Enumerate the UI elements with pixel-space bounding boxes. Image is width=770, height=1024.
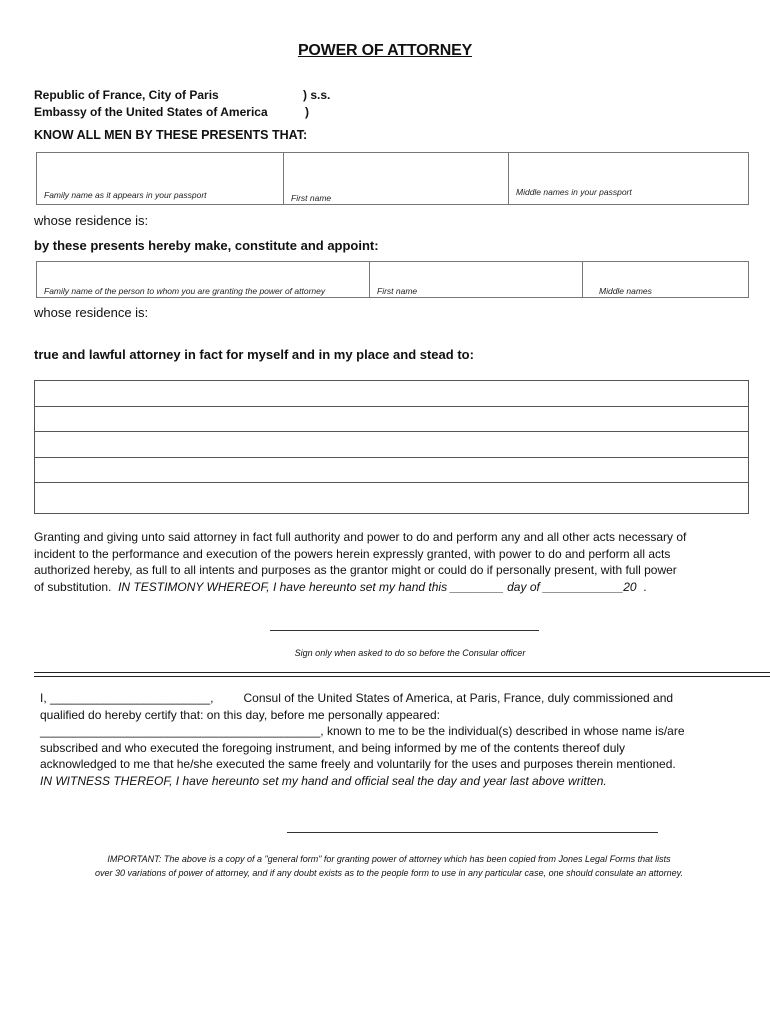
substitution-text: of substitution. xyxy=(34,579,112,594)
attorney-purpose-line: true and lawful attorney in fact for myself and in my place and stead to: xyxy=(34,347,474,362)
powers-paragraph-line-4 xyxy=(34,579,764,596)
power-line-3[interactable] xyxy=(35,432,748,458)
testimony-clause: IN TESTIMONY WHEREOF, I have hereunto set my hand this ________ day of ____________20 xyxy=(118,579,637,594)
grantor-family-name-field[interactable] xyxy=(37,153,284,204)
section-divider xyxy=(34,672,770,677)
power-line-4[interactable] xyxy=(35,458,748,484)
powers-lines-table xyxy=(34,380,749,514)
certification-line-2: qualified do hereby certify that: on this day, before me personally appeared: xyxy=(40,707,441,722)
grantor-middle-names-caption: Middle names in your passport xyxy=(516,187,632,197)
attorney-first-name-field[interactable] xyxy=(370,262,583,297)
residence-label-grantor: whose residence is: xyxy=(34,213,149,228)
certification-line-4: subscribed and who executed the foregoing instrument, and being informed by me of the contents thereof duly xyxy=(40,740,626,755)
consul-title-text: Consul of the United States of America, at Paris, France, duly commissioned and xyxy=(243,691,674,705)
consular-certification xyxy=(40,690,765,789)
attorney-middle-names-field[interactable] xyxy=(583,262,748,297)
grantor-signature-line[interactable] xyxy=(270,630,539,631)
power-line-2[interactable] xyxy=(35,407,748,433)
attorney-family-name-caption: Family name of the person to whom you are granting the power of attorney xyxy=(44,286,326,296)
consul-signature-line[interactable] xyxy=(287,832,658,833)
grantor-family-name-caption: Family name as it appears in your passport xyxy=(44,190,207,200)
residence-label-attorney: whose residence is: xyxy=(34,305,149,320)
jurisdiction-paren-mark: ) xyxy=(305,105,309,119)
powers-paragraph-line-2: incident to the performance and execution of the powers herein expressly granted, with power to do and perform all acts xyxy=(34,546,671,561)
grantor-first-name-caption: First name xyxy=(291,193,332,203)
important-note-line-2: over 30 variations of power of attorney, and if any doubt exists as to the people form to use in any particular case, one should consulate an attorney. xyxy=(94,868,683,878)
document-title: POWER OF ATTORNEY xyxy=(297,42,473,59)
attorney-family-name-field[interactable] xyxy=(37,262,370,297)
grantor-middle-names-field[interactable] xyxy=(509,153,748,204)
attorney-middle-names-caption: Middle names xyxy=(599,286,652,296)
jurisdiction-line-1: Republic of France, City of Paris xyxy=(34,88,219,102)
testimony-period: . xyxy=(643,579,647,594)
important-note-line-1: IMPORTANT: The above is a copy of a "general form" for granting power of attorney which has been copied from Jones Legal Forms that lists xyxy=(107,854,671,864)
certification-line-3: __________________________________________, known to me to be the individual(s) described in whose name is/are xyxy=(40,724,685,738)
witness-clause: IN WITNESS THEREOF, I have hereunto set my hand and official seal the day and year last above written. xyxy=(40,773,607,788)
grantor-name-fields xyxy=(36,152,749,205)
powers-paragraph xyxy=(34,529,764,595)
grantor-first-name-field[interactable] xyxy=(284,153,509,204)
consul-name-blank: I, ________________________, xyxy=(40,691,214,705)
attorney-first-name-caption: First name xyxy=(377,286,418,296)
important-note xyxy=(34,852,744,880)
attorney-name-fields xyxy=(36,261,749,298)
certification-line-1 xyxy=(40,690,765,707)
power-line-1[interactable] xyxy=(35,381,748,407)
know-all-heading: KNOW ALL MEN BY THESE PRESENTS THAT: xyxy=(34,128,308,142)
sign-instruction: Sign only when asked to do so before the Consular officer xyxy=(294,648,526,658)
appoint-line: by these presents hereby make, constitute and appoint: xyxy=(34,238,379,253)
certification-line-5: acknowledged to me that he/she executed the same freely and voluntarily for the uses and purposes therein mentioned. xyxy=(40,757,676,771)
jurisdiction-ss-mark: ) s.s. xyxy=(303,88,331,102)
powers-paragraph-line-1: Granting and giving unto said attorney in fact full authority and power to do and perform any and all other acts necessary of xyxy=(34,530,687,544)
power-line-5[interactable] xyxy=(35,483,748,509)
powers-paragraph-line-3: authorized hereby, as full to all intents and purposes as the grantor might or could do if personally present, with full power xyxy=(34,563,677,577)
jurisdiction-line-2: Embassy of the United States of America xyxy=(34,105,268,119)
